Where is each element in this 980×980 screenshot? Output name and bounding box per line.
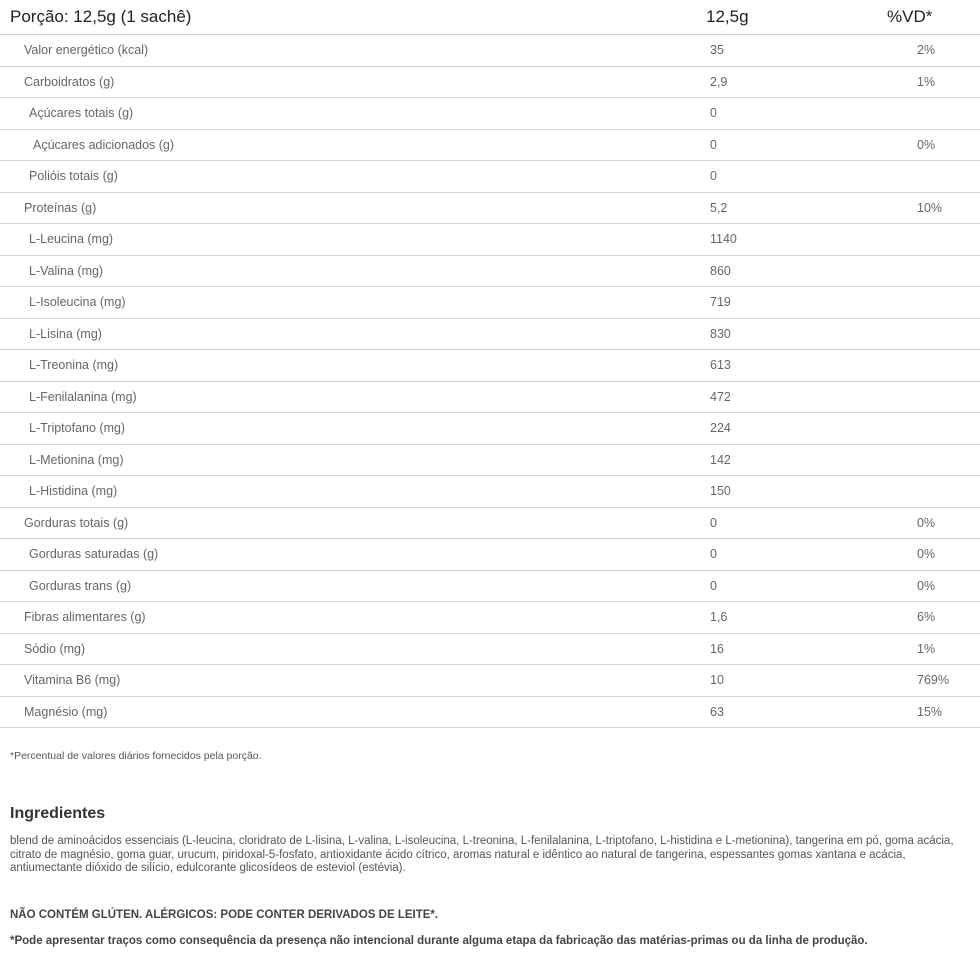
nutrient-value: 1,6 <box>710 610 728 625</box>
nutrient-vd: 0% <box>917 547 936 562</box>
nutrient-name: L-Valina (mg) <box>29 263 104 278</box>
table-row <box>0 193 980 225</box>
table-row <box>0 571 980 603</box>
ingredients-title: Ingredientes <box>10 805 106 822</box>
nutrient-value: 0 <box>710 547 717 562</box>
nutrient-value: 2,9 <box>710 74 728 89</box>
vd-header: %VD* <box>887 7 933 26</box>
nutrient-name: L-Triptofano (mg) <box>29 421 126 436</box>
nutrient-value: 0 <box>710 578 717 593</box>
nutrient-value: 719 <box>710 295 731 310</box>
table-row <box>0 67 980 99</box>
nutrient-value: 10 <box>710 673 724 688</box>
nutrient-value: 472 <box>710 389 731 404</box>
table-row <box>0 256 980 288</box>
table-row <box>0 98 980 130</box>
nutrient-value: 860 <box>710 263 731 278</box>
nutrient-value: 35 <box>710 43 724 58</box>
nutrient-name: Vitamina B6 (mg) <box>24 673 121 688</box>
nutrient-name: Gorduras totais (g) <box>24 515 129 530</box>
nutrient-name: Sódio (mg) <box>24 641 86 656</box>
table-row <box>0 287 980 319</box>
ingredients-text: blend de aminoácidos essenciais (L-leucina, cloridrato de L-lisina, L-valina, L-isoleucina, L-treonina, L-fenilalanina, L-triptofano, L-histidina e L-metionina), tangerina em pó, goma acácia, citrato de magnésio, goma guar, urucum, piridoxal-5-fosfato, antioxidante ácido cítrico, aromas natural e idêntico ao natural de tangerina, espessantes gomas xantana e acácia, antiumectante dióxido de silício, edulcorante glicosídeos de esteviol (estévia). <box>10 835 954 874</box>
nutrient-vd: 1% <box>917 641 936 656</box>
nutrient-vd: 0% <box>917 137 936 152</box>
table-row <box>0 382 980 414</box>
nutrient-value: 0 <box>710 106 717 121</box>
nutrient-name: L-Leucina (mg) <box>29 232 114 247</box>
nutrient-vd: 6% <box>917 610 936 625</box>
allergen-warning: NÃO CONTÉM GLÚTEN. ALÉRGICOS: PODE CONTER DERIVADOS DE LEITE*. <box>10 909 439 921</box>
nutrient-value: 1140 <box>710 232 737 247</box>
nutrient-vd: 15% <box>917 704 943 719</box>
nutrient-value: 830 <box>710 326 731 341</box>
nutrition-rows <box>0 35 980 728</box>
nutrient-vd: 0% <box>917 578 936 593</box>
nutrient-value: 0 <box>710 515 717 530</box>
nutrient-value: 142 <box>710 452 731 467</box>
nutrient-value: 63 <box>710 704 724 719</box>
nutrient-name: L-Histidina (mg) <box>29 484 118 499</box>
nutrient-value: 0 <box>710 169 717 184</box>
trace-note: *Pode apresentar traços como consequência da presença não intencional durante alguma etapa da fabricação das matérias-primas ou da linha de produção. <box>10 935 868 947</box>
nutrient-name: Açúcares totais (g) <box>29 106 134 121</box>
table-row <box>0 665 980 697</box>
table-row <box>0 445 980 477</box>
table-row <box>0 35 980 67</box>
nutrient-value: 224 <box>710 421 731 436</box>
nutrient-name: L-Metionina (mg) <box>29 452 124 467</box>
nutrient-vd: 2% <box>917 43 936 58</box>
nutrient-name: L-Fenilalanina (mg) <box>29 389 137 404</box>
nutrient-vd: 10% <box>917 200 943 215</box>
table-row <box>0 602 980 634</box>
nutrient-name: L-Isoleucina (mg) <box>29 295 126 310</box>
nutrient-name: Gorduras trans (g) <box>29 578 132 593</box>
nutrient-value: 5,2 <box>710 200 728 215</box>
nutrient-value: 16 <box>710 641 724 656</box>
nutrient-name: L-Lisina (mg) <box>29 326 102 341</box>
nutrient-vd: 1% <box>917 74 936 89</box>
table-row <box>0 413 980 445</box>
table-row <box>0 539 980 571</box>
vd-footnote: *Percentual de valores diários fornecidos pela porção. <box>10 750 262 762</box>
table-row <box>0 350 980 382</box>
nutrition-table-header <box>0 0 980 35</box>
nutrient-value: 0 <box>710 137 717 152</box>
table-row <box>0 130 980 162</box>
amount-header: 12,5g <box>706 7 749 26</box>
nutrient-name: Carboidratos (g) <box>24 74 115 89</box>
nutrient-name: Açúcares adicionados (g) <box>33 137 175 152</box>
nutrient-vd: 769% <box>917 673 949 688</box>
table-row <box>0 697 980 729</box>
portion-header: Porção: 12,5g (1 sachê) <box>10 7 192 26</box>
nutrient-name: Proteínas (g) <box>24 200 97 215</box>
nutrient-value: 150 <box>710 484 731 499</box>
table-row <box>0 476 980 508</box>
nutrient-name: L-Treonina (mg) <box>29 358 119 373</box>
nutrient-name: Polióis totais (g) <box>29 169 118 184</box>
table-row <box>0 319 980 351</box>
table-row <box>0 508 980 540</box>
nutrient-vd: 0% <box>917 515 936 530</box>
nutrient-name: Fibras alimentares (g) <box>24 610 146 625</box>
nutrient-value: 613 <box>710 358 731 373</box>
table-row <box>0 224 980 256</box>
nutrient-name: Magnésio (mg) <box>24 704 108 719</box>
nutrient-name: Gorduras saturadas (g) <box>29 547 159 562</box>
table-row <box>0 634 980 666</box>
nutrient-name: Valor energético (kcal) <box>24 43 149 58</box>
table-row <box>0 161 980 193</box>
